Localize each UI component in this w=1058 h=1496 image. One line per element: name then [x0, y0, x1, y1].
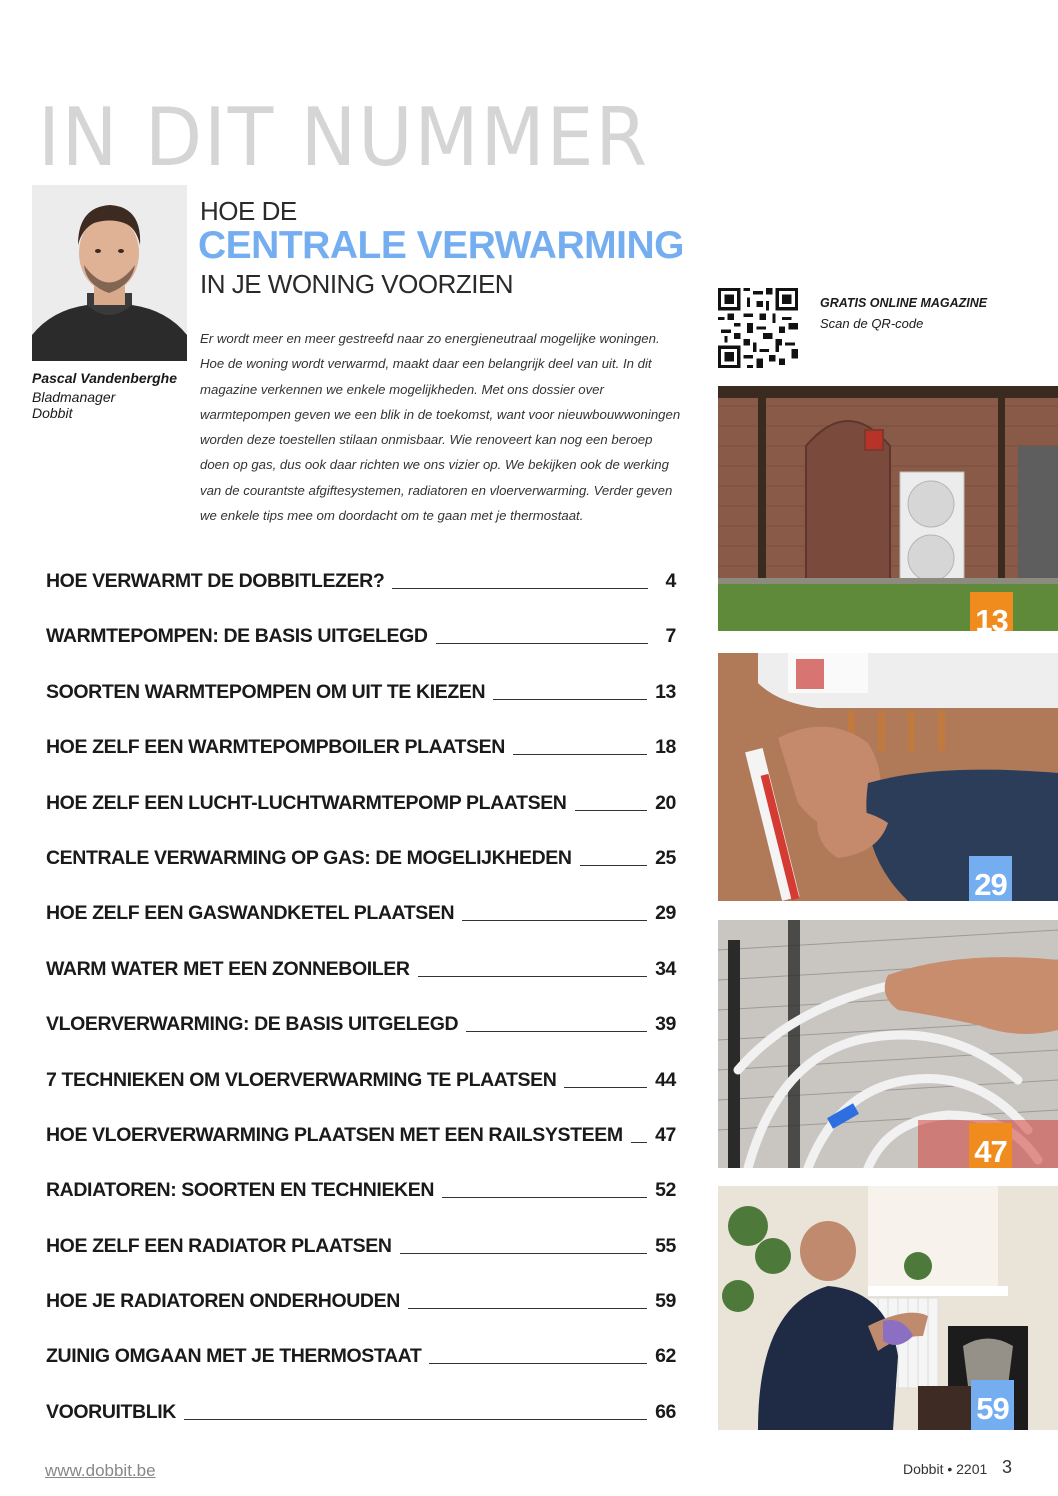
toc-item-page: 18 [655, 736, 676, 759]
toc-item-page: 39 [655, 1013, 676, 1036]
toc-item-page: 66 [655, 1400, 676, 1423]
headline-line-1: HOE DE [200, 196, 297, 226]
toc-item-page: 4 [665, 570, 676, 592]
toc-leader [429, 1363, 647, 1364]
photo-gas-boiler[interactable] [718, 653, 1058, 901]
toc-item[interactable] [46, 736, 676, 791]
toc-leader [418, 976, 648, 977]
toc-leader [392, 588, 648, 589]
editor-org: Dobbit [32, 405, 73, 421]
toc-item-title: RADIATOREN: SOORTEN EN TECHNIEKEN [46, 1179, 435, 1202]
toc-item[interactable] [46, 847, 676, 902]
toc-leader [184, 1419, 647, 1420]
photo-badge: 59 [971, 1380, 1014, 1430]
toc-item-title: HOE ZELF EEN WARMTEPOMPBOILER PLAATSEN [46, 736, 505, 759]
toc-leader [442, 1197, 647, 1198]
toc-item-page: 44 [655, 1068, 676, 1091]
toc-leader [466, 1031, 647, 1032]
intro-paragraph: Er wordt meer en meer gestreefd naar zo energieneutraal mogelijke woningen. Hoe de woning wordt verwarmd, maakt daar een belangrijk deel van uit. In dit magazine verkennen we enkele mogelijkheden. Met ons dossier over warmtepompen geven we een blik in de toekomst, want voor nieuwbouwwoningen worden deze toestellen stilaan onmisbaar. Wie renoveert kan nog een beroep doen op gas, dus ook daar richten we ons vizier op. We bekijken ook de werking van de courantste afgiftesystemen, radiatoren en vloerverwarming. Verder geven we enkele tips mee om doordacht om te gaan met je thermostaat. [200, 331, 681, 524]
table-of-contents [46, 570, 676, 1456]
toc-leader [575, 810, 648, 811]
editor-role: Bladmanager [32, 389, 116, 405]
toc-item[interactable] [46, 1124, 676, 1179]
toc-item-title: HOE VERWARMT DE DOBBITLEZER? [46, 570, 385, 592]
toc-leader [462, 920, 647, 921]
toc-leader [513, 754, 647, 755]
toc-leader [493, 699, 647, 700]
editor-name: Pascal Vandenberghe [32, 370, 177, 386]
qr-code[interactable] [718, 288, 798, 368]
toc-item[interactable] [46, 570, 676, 625]
toc-item-page: 25 [655, 846, 676, 869]
toc-item-title: HOE JE RADIATOREN ONDERHOUDEN [46, 1290, 400, 1313]
headline-line-3: IN JE WONING VOORZIEN [200, 269, 514, 299]
photo-underfloor-heating[interactable] [718, 920, 1058, 1168]
qr-subtitle: Scan de QR-code [820, 316, 924, 331]
toc-item[interactable] [46, 1345, 676, 1400]
toc-item-page: 13 [655, 680, 676, 703]
toc-item-page: 47 [655, 1123, 676, 1146]
page-title: IN DIT NUMMER [38, 91, 649, 184]
toc-item-title: VLOERVERWARMING: DE BASIS UITGELEGD [46, 1013, 459, 1036]
toc-item-title: 7 TECHNIEKEN OM VLOERVERWARMING TE PLAATSEN [46, 1068, 557, 1091]
photo-radiator[interactable] [718, 1186, 1058, 1430]
toc-item[interactable] [46, 792, 676, 847]
toc-item-title: HOE ZELF EEN GASWANDKETEL PLAATSEN [46, 902, 455, 925]
toc-item[interactable] [46, 1290, 676, 1345]
toc-leader [631, 1142, 647, 1143]
editor-photo [32, 185, 187, 361]
toc-item-title: ZUINIG OMGAAN MET JE THERMOSTAAT [46, 1345, 422, 1368]
toc-item-page: 55 [655, 1234, 676, 1257]
toc-item-title: WARMTEPOMPEN: DE BASIS UITGELEGD [46, 625, 428, 648]
toc-leader [436, 643, 648, 644]
toc-item-title: CENTRALE VERWARMING OP GAS: DE MOGELIJKHEDEN [46, 846, 572, 869]
toc-item-title: HOE VLOERVERWARMING PLAATSEN MET EEN RAILSYSTEEM [46, 1123, 623, 1146]
toc-item[interactable] [46, 625, 676, 680]
toc-item[interactable] [46, 1013, 676, 1068]
footer-issue: Dobbit • 2201 [903, 1461, 988, 1477]
toc-leader [564, 1087, 647, 1088]
footer-website-link[interactable]: www.dobbit.be [45, 1461, 156, 1480]
toc-item-page: 20 [655, 791, 676, 814]
toc-item-page: 34 [655, 957, 676, 980]
toc-leader [408, 1308, 647, 1309]
toc-item-title: WARM WATER MET EEN ZONNEBOILER [46, 957, 410, 980]
toc-item[interactable] [46, 1235, 676, 1290]
toc-item[interactable] [46, 1179, 676, 1234]
photo-badge: 13 [970, 592, 1013, 631]
toc-item-title: HOE ZELF EEN RADIATOR PLAATSEN [46, 1234, 392, 1257]
toc-item-page: 52 [655, 1179, 676, 1202]
qr-title: GRATIS ONLINE MAGAZINE [820, 296, 988, 310]
toc-leader [400, 1253, 648, 1254]
toc-item[interactable] [46, 1401, 676, 1456]
toc-item-page: 29 [655, 902, 676, 925]
toc-item-title: HOE ZELF EEN LUCHT-LUCHTWARMTEPOMP PLAATSEN [46, 791, 567, 814]
page-number: 3 [1002, 1457, 1013, 1477]
toc-leader [580, 865, 648, 866]
toc-item-page: 7 [665, 625, 676, 648]
toc-item-title: SOORTEN WARMTEPOMPEN OM UIT TE KIEZEN [46, 680, 486, 703]
headline-line-2: CENTRALE VERWARMING [198, 224, 684, 267]
toc-item[interactable] [46, 902, 676, 957]
toc-item[interactable] [46, 681, 676, 736]
photo-badge: 29 [969, 856, 1012, 901]
photo-heat-pump[interactable] [718, 386, 1058, 631]
toc-item[interactable] [46, 1069, 676, 1124]
toc-item[interactable] [46, 958, 676, 1013]
photo-badge: 47 [969, 1123, 1012, 1168]
toc-item-title: VOORUITBLIK [46, 1400, 176, 1423]
toc-item-page: 62 [655, 1345, 676, 1368]
toc-item-page: 59 [655, 1290, 676, 1313]
